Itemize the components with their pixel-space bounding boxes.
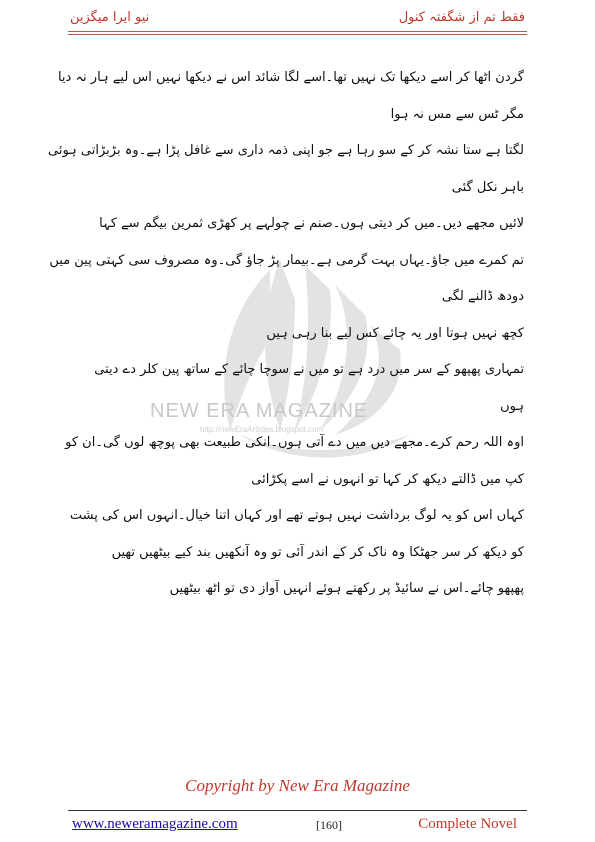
text-line: کو دیکھ کر سر جھٹکا وہ ناک کر کے اندر آئی تو وہ آنکھیں بند کیے بیٹھیں تھیں (111, 544, 524, 560)
text-line: تمہاری پھپھو کے سر میں درد ہے تو میں نے سوچا چائے کے ساتھ پین کلر دے دیتی (94, 362, 524, 377)
text-line: کپ میں ڈالتے دیکھ کر کہا تو انہوں نے اسے پکڑائی (251, 471, 524, 487)
header-divider (68, 34, 527, 35)
text-line: لگتا ہے ستا نشہ کر کے سو رہا ہے جو اپنی ذمہ داری سے غافل پڑا ہے۔وہ بڑبڑاتی ہوئی (48, 143, 524, 158)
text-line: لائیں مجھے دیں۔میں کر دیتی ہوں۔صنم نے چولہے پر کھڑی ثمرین بیگم سے کہا (99, 216, 524, 231)
text-line: پھپھو چائے۔اس نے سائیڈ پر رکھتے ہوئے انہیں آواز دی تو اٹھ بیٹھیں (169, 581, 524, 596)
paragraph (69, 498, 524, 608)
text-line: کچھ نہیں ہوتا اور یہ چائے کس لیے بنا رہی ہیں (266, 325, 524, 341)
website-link[interactable]: www.neweramagazine.com (72, 816, 238, 832)
paragraph (57, 60, 524, 133)
paragraph (74, 316, 524, 353)
copyright-notice: Copyright by New Era Magazine (185, 776, 410, 795)
watermark-url: http://newEraArticles.blogspot.com (200, 425, 324, 434)
footer-divider (68, 810, 527, 811)
text-line: دودھ ڈالنے لگی (441, 289, 524, 304)
text-line: ہوں (500, 398, 524, 414)
novel-label: Complete Novel (418, 816, 517, 832)
text-line: تم کمرے میں جاؤ۔یہاں بہت گرمی ہے۔بیمار پڑ جاؤ گی۔وہ مصروف سی کہتی پین میں (49, 252, 524, 268)
text-line: اوہ اللہ رحم کرے۔مجھے دیں میں دے آتی ہوں۔انکی طبیعت بھی پوچھ لوں گی۔ان کو (65, 435, 524, 450)
page-number: [160] (316, 818, 342, 832)
paragraph (74, 206, 524, 243)
paragraph (74, 352, 524, 425)
paragraph (49, 243, 524, 316)
header-magazine-name: نیو ایرا میگزین (70, 10, 150, 25)
paragraph (48, 133, 524, 206)
text-line: گردن اٹھا کر اسے دیکھا تک نہیں تھا۔اسے لگا شائد اس نے دیکھا نہیں اس لیے ہار نہ دیا (57, 70, 524, 85)
text-line: مگر ٹس سے مس نہ ہوا (390, 106, 524, 122)
novel-body (48, 60, 524, 608)
header-title: فقط تم از شگفتہ کنول (398, 10, 525, 25)
text-line: باہر نکل گئی (451, 179, 524, 195)
text-line: کہاں اس کو یہ لوگ برداشت نہیں ہوتے تھے اور کہاں اتنا خیال۔انہوں اس کی پشت (69, 508, 524, 523)
paragraph (65, 425, 524, 498)
header-divider (68, 31, 527, 32)
watermark-text: NEW ERA MAGAZINE (150, 400, 369, 422)
